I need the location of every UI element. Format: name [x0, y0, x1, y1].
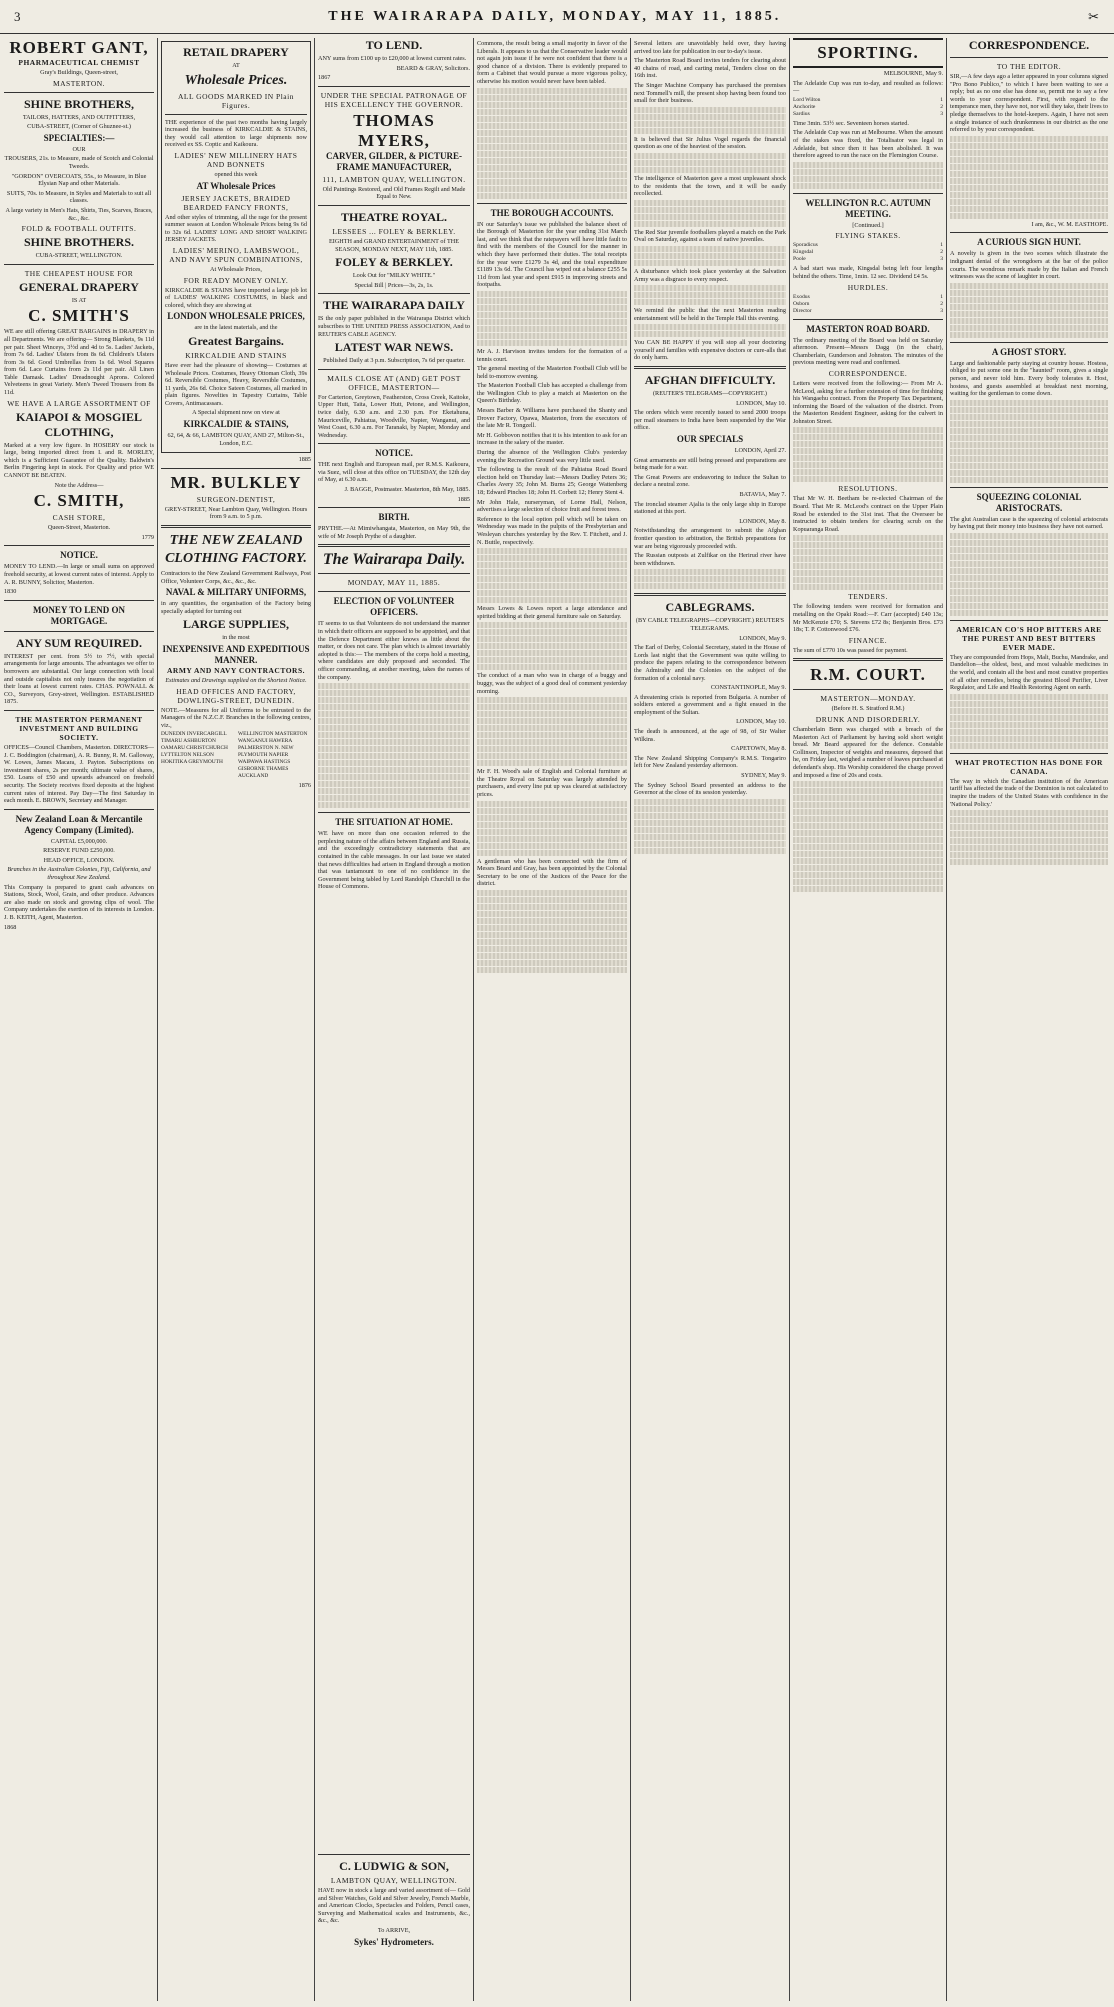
- shine-street: CUBA-STREET, (Corner of Ghuznee-st.): [27, 123, 131, 131]
- reading-note: We remind the public that the next Masterton reading entertainment will be held in the Temple Hall this evening.: [634, 307, 786, 322]
- canada-heading: WHAT PROTECTION HAS DONE FOR CANADA.: [955, 757, 1103, 776]
- hop-heading: AMERICAN CO'S HOP BITTERS ARE THE PUREST AND BEST BITTERS EVER MADE.: [956, 624, 1102, 652]
- wood-sale-note: Mr F. H. Wood's sale of English and Colonial furniture at the Theatre Royal on Saturday was largely attended by purchasers, and every line put up was cleared at satisfactory prices.: [477, 768, 627, 798]
- bulkley-trade: SURGEON-DENTIST,: [196, 494, 276, 504]
- results-note: The following is the result of the Pahiatua Road Board election held on Thursday last:—Messrs Dudley Peters 36; Charles Avery 35; John M. Burns 25; George Wattenberg 18; Edward Pinches 18; John H. Corbett 12; Henry Stent 4.: [477, 466, 627, 496]
- road-board-note: The Masterton Road Board invites tenders for clearing about 40 chains of road, and carting metal, Tenders close on the 16th inst.: [634, 57, 786, 80]
- public-notice: THE experience of the past two months having largely increased the business of KIRKCALDIE & STAINS, they would call attention to large shipments now received ex SS. Coptic and Kaikoura.: [165, 118, 307, 149]
- latest-styles: are in the latest materials, and the: [194, 324, 278, 332]
- gant-address: Gray's Buildings, Queen-street,: [40, 69, 118, 76]
- scissors-icon: ✂: [1088, 8, 1100, 24]
- tenders-text: The following tenders were received for formation and metalling on the Opaki Road:—F. Carr (accepted) £40 13s; Mr McKenzie £70; S. Stevens £72 8s; Benjamin Bros. £73 18s; T. P. Cottonwood £76.: [793, 603, 943, 634]
- beard-gray: BEARD & GRAY, Solicitors.: [396, 64, 470, 72]
- flying-horse: Poole: [793, 256, 806, 263]
- permanent-text: OFFICES—Council Chambers, Masterton. DIRECTORS—J. C. Boddington (chairman), A. R. Bunny, R. M. Galloway, W. Lowes, James Macara, J. Payton. Subscriptions on investment shares, 2s per month; ultimate value of shares, £50. Loans of £50 and upwards advanced on freehold security. The Society receives fixed deposits at the highest current rates of interest. Pay Day—The first Saturday in each month. E. BROWN, Secretary and Manager.: [4, 743, 154, 805]
- hurdle-place: 2: [940, 300, 943, 307]
- towns-left: DUNEDIN INVERCARGILL TIMARU ASHBURTON OAMARU CHRISTCHURCH LYTTELTON NELSON HOKITIKA GREYMOUTH: [161, 731, 228, 766]
- red-star-note: The Red Star juvenile footballers played a match on the Park Oval on Saturday, against a team of native juveniles.: [634, 228, 786, 244]
- ladies-merino: LADIES' MERINO, LAMBSWOOL, AND NAVY SPUN COMBINATIONS,: [169, 245, 303, 264]
- cup-horse: Sardius: [793, 110, 810, 117]
- hall-note: Messrs Barber & Williams have purchased the Shanty and Drover Factory, Opawa, Masterton, from the executors of the late Mr R. Tongzell.: [477, 407, 627, 430]
- money-lend: MONEY TO LEND.—In large or small sums on approved freehold security, at lowest current rates of interest. Apply to A. R. BUNNY, Solicitor, Masterton.: [4, 563, 154, 586]
- notwithstanding-text: Notwithstanding the arrangement to submit the Afghan frontier question to arbitration, the British preparations for war are being vigorously proceeded with.: [634, 527, 786, 550]
- nz-clothing-text: Contractors to the New Zealand Government Railways, Post Office, Volunteer Corps, &c., &c., &c.: [161, 570, 311, 585]
- sport-text: The Adelaide Cup was run at Melbourne. When the amount of the stakes was fixed, the Totalisator was legal in Adelaide, but since then it has been abolished. It was therefore agreed to run the race on the Flemington Course.: [793, 129, 943, 160]
- london-may9: LONDON, May 9.: [739, 634, 786, 642]
- birth-heading: BIRTH.: [378, 512, 410, 523]
- corr-letter: SIR,—A few days ago a letter appeared in your columns signed "Pro Bono Publico," to which I have been waiting to see a reply; but as no one else has done so, permit me to say a few words to your correspondent. First, with regard to the temperance men, they have not, nor will they take, their lives to pledge themselves to the hotel-keepers. Again, I have not seen a single instance of such drunkenness in our district as the one referred to by your correspondent.: [950, 73, 1108, 134]
- road-board-heading: MASTERTON ROAD BOARD.: [806, 323, 930, 334]
- afghan-text: The orders which were recently issued to send 2000 troops per mail steamers to India have been suspended by the War office.: [634, 409, 786, 432]
- resolutions: RESOLUTIONS.: [838, 484, 898, 494]
- easthope-signature: I am, &c., W. M. EASTHOPE.: [1031, 220, 1108, 228]
- finance: FINANCE.: [848, 635, 888, 645]
- column-6: [793, 38, 943, 2001]
- flying-place: 1: [940, 242, 943, 249]
- hurdle-place: 1: [940, 293, 943, 300]
- theatre-heading: THEATRE ROYAL.: [340, 209, 448, 224]
- specialty-3: SUITS, 70s. to Measure, in Styles and Materials to suit all classes.: [6, 189, 152, 205]
- myers-trade: CARVER, GILDER, & PICTURE-FRAME MANUFACTURER,: [326, 150, 462, 172]
- rm-sub: MASTERTON—MONDAY.: [820, 694, 916, 704]
- head-offices: HEAD OFFICES AND FACTORY, DOWLING-STREET, DUNEDIN.: [176, 686, 296, 705]
- notice-heading: NOTICE.: [60, 550, 98, 561]
- cup-horse: Anchorite: [793, 103, 816, 110]
- gentleman-note: A gentleman who has been connected with the firm of Messrs Beard and Gray, has been appointed by the Colonial Secretary to be one of the Justices of the Peace for the district.: [477, 857, 627, 888]
- shine-title: SHINE BROTHERS,: [23, 96, 135, 111]
- situation-heading: THE SITUATION AT HOME.: [335, 817, 453, 828]
- specialty-4: A large variety in Men's Hats, Shirts, Ties, Scarves, Braces, &c., &c.: [5, 206, 153, 222]
- hop-text: They are compounded from Hops, Malt, Buchu, Mandrake, and Dandelion—the oldest, best, and most valuable medicines in the world, and contain all the best and most curative properties of all other remedies, being the greatest Blood Purifier, Liver Regulator, and Life and Health Restoring Agent on earth.: [950, 653, 1108, 692]
- ludwig-text: HAVE now in stock a large and varied assortment of— Gold and Silver Watches, Gold and Silver Jewelry, French Marble, and American Clocks, Spectacles and Folders, Pencil cases, Surveying and Mathematical scales and Instruments, &c., &c., &c.: [318, 1887, 470, 1925]
- column-2: [161, 38, 311, 2001]
- correspondence-head: CORRESPONDENCE.: [828, 368, 908, 378]
- specialties-heading: SPECIALTIES:—: [43, 132, 115, 143]
- column-rule: [946, 38, 947, 2001]
- column-7: [950, 38, 1108, 2001]
- kaiapoi-text: Marked at a very low figure. In HOSIERY our stock is large, being imported direct from I. and R. MORLEY, which is a Sufficient Guarantee of the Quality. Baldwin's Berlin Fingering kept in stock. For Quality and price WE CANNOT BE BEATEN.: [4, 441, 154, 480]
- measures-note: NOTE.—Measures for all Uniforms to be entrusted to the Managers of the N.Z.C.F. Branches in the following centres, viz.,: [161, 706, 311, 729]
- flying-stakes: FLYING STAKES.: [835, 231, 901, 241]
- ghost-text: Large and fashionable party staying at country house. Hostess, obliged to put some one in the "haunted" room, gives a single person, and never told him. Every body tolerates it. Host, hostess, and guests assembled at breakfast next morning, waiting for the gentleman to come down.: [950, 359, 1108, 398]
- capetown-date: CAPETOWN, May 8.: [731, 745, 786, 753]
- column-rule: [473, 38, 474, 2001]
- column-rule: [314, 38, 315, 2001]
- year-1830: 1830: [4, 588, 17, 596]
- kirk-address: 62, 64, & 66, LAMBTON QUAY, AND 27, Milton-St., London, E.C.: [167, 432, 305, 447]
- conductor-note: The conduct of a man who was in charge of a buggy and buggy, was the subject of a good deal of comment yesterday morning.: [477, 672, 627, 695]
- constantinople-date: CONSTANTINOPLE, May 9.: [710, 684, 786, 692]
- death-text: The death is announced, at the age of 98, of Sir Walter Wilkins.: [634, 728, 786, 743]
- harvison-note: Mr A. J. Harvison invites tenders for the formation of a tennis court.: [477, 347, 627, 363]
- russian-text: The Russian outposts at Zulfikar on the Herirud river have been withdrawn.: [634, 552, 786, 567]
- all-goods: ALL GOODS MARKED IN Plain Figures.: [178, 91, 294, 110]
- cup-place: 2: [940, 103, 943, 110]
- batavia-text: The ironclad steamer Ajalia is the only large ship in Europe stationed at this port.: [634, 500, 786, 516]
- notice-text: THE next English and European mail, per R.M.S. Kaikoura, via Suez, will close at this office on TUESDAY, the 12th day of May, at 6.30 a.m.: [318, 461, 470, 484]
- col4-text-a: Commons, the result being a small majority in favor of the Liberals. It appears to us that the Conservative leader would not again join issue if he were not confident that there is a good chance of a division. There is evidently prepared to form a Cabinet that would pursue a more vigorous policy, otherwise his motion would never have been tabled.: [477, 40, 627, 85]
- kaiapoi-heading: KAIAPOI & MOSGIEL CLOTHING,: [15, 409, 142, 439]
- large-supplies: LARGE SUPPLIES,: [182, 617, 290, 632]
- afghan-heading: AFGHAN DIFFICULTY.: [644, 373, 776, 388]
- head-office: HEAD OFFICE, LONDON.: [43, 856, 115, 864]
- batavia-date: BATAVIA, May 7.: [739, 491, 786, 498]
- hurdle-horse: Osborn: [793, 300, 810, 307]
- general-drapery: GENERAL DRAPERY: [19, 279, 139, 294]
- specialty-5: FOLD & FOOTBALL OUTFITS.: [21, 224, 137, 234]
- year-1885b: 1885: [457, 495, 470, 503]
- corr-heading: CORRESPONDENCE.: [968, 38, 1090, 52]
- nz-clothing-heading: THE NEW ZEALAND CLOTHING FACTORY.: [165, 533, 307, 567]
- to-lend-text: ANY sums from £100 up to £20,000 at lowest current rates.: [318, 55, 467, 62]
- our-specials: OUR SPECIALS: [676, 434, 744, 445]
- to-lend-heading: TO LEND.: [365, 38, 423, 52]
- capetown-text: The New Zealand Shipping Company's R.M.S. Tongariro left for New Zealand yesterday afternoon.: [634, 754, 786, 770]
- time-note: Time 3min. 53½ sec. Seventeen horses started.: [793, 119, 909, 127]
- published-daily: Published Daily at 3 p.m. Subscription, 7s 6d per quarter.: [323, 357, 465, 365]
- corr-text: Letters were received from the following:— From Mr A. McLeod, asking for a further extension of time for finishing his Wangaehu contract. From the Property Tax Department, informing the Board of the valuation of the district. From the Masterton Resident Engineer, asking for the culvert in Johnston Street.: [793, 379, 943, 425]
- retail-drapery-ad: [161, 41, 311, 453]
- ghost-heading: A GHOST STORY.: [991, 346, 1067, 357]
- continued: [Continued.]: [852, 221, 884, 229]
- rm-before: (Before H. S. Stratford R.M.): [831, 705, 905, 713]
- curious-text: A novelty is given in the two scenes which illustrate the indignant denial of the wrongdoers at the bar of the police courts. The wondrous remark made by the Italian and French witnesses was the scene of laughter in court.: [950, 250, 1108, 281]
- naval-text: in any quantities, the organisation of the Factory being specially adapted for turning out: [161, 600, 311, 615]
- naval-uniforms: NAVAL & MILITARY UNIFORMS,: [165, 587, 307, 598]
- election-text: IT seems to us that Volunteers do not understand the manner in which their officers are supposed to be appointed, and that the Defence Department either knows as little about the matter, or does not care. The plan which is almost invariably adopted is this:— The members of the corps hold a meeting, where candidates are duly proposed and seconded. The officer commanding, at another meeting, takes the names of the company.: [318, 620, 470, 681]
- constantinople-text: A threatening crisis is reported from Bulgaria. A number of soldiers entered a government and a fight ensued in the employment of the Sultan.: [634, 693, 786, 716]
- hurdle-horse: Director: [793, 307, 812, 314]
- sporting-heading: SPORTING.: [817, 43, 919, 62]
- birth-text: PRYTHE.—At Mimiwhangata, Masterton, on May 9th, the wife of Mr Joseph Prythe of a daughter.: [318, 525, 470, 540]
- wright-note: Mr H. Gobbovon notifies that it is his intention to ask for an increase in the salary of the master.: [477, 431, 627, 447]
- flying-place: 3: [940, 256, 943, 263]
- fire-bell-note: The Masterton Football Club has accepted a challenge from the Wellington Club to play a match at Masterton on the Queen's Birthday.: [477, 382, 627, 405]
- at-wholesale-2: At Wholesale Prices,: [210, 265, 262, 273]
- letters-held: Several letters are unavoidably held over, they having arrived too late for publication in our to-day's issue.: [634, 40, 786, 55]
- myers-name: THOMAS MYERS,: [353, 110, 435, 150]
- inexpensive: INEXPENSIVE AND EXPEDITIOUS MANNER.: [162, 644, 310, 665]
- lowes-note: Messrs Lowes & Lowes report a large attendance and spirited bidding at their general furniture sale on Saturday.: [477, 605, 627, 620]
- london-may10b: LONDON, May 10.: [736, 718, 786, 726]
- jersey-text: And other styles of trimming, all the rage for the present summer season at London Wholesale Prices being 9s 6d to 32s 6d. LADIES' LONG AND SHORT WALKING JERSEY JACKETS.: [165, 213, 307, 244]
- csmith-heading: C. SMITH'S: [28, 306, 130, 326]
- hurdle-results: [793, 294, 943, 315]
- csmith-cash: C. SMITH,: [33, 491, 125, 511]
- cablegrams-heading: CABLEGRAMS.: [665, 600, 755, 615]
- wholesale-prices: Wholesale Prices.: [184, 72, 288, 88]
- canada-text: The way in which the Canadian institution of the American tariff has affected the trade of the Dominion is not calculated to inspire the traders of the United States with confidence in the 'National Policy.': [950, 777, 1108, 808]
- cup-horse: Lord Wilton: [793, 96, 821, 103]
- reserve-fund: RESERVE FUND £250,000.: [43, 847, 115, 855]
- singer-note: The Singer Machine Company has purchased the premises next Tommell's mill, the present shop having been found too small for their business.: [634, 81, 786, 105]
- hurdle-place: 3: [940, 307, 943, 314]
- borough-heading: THE BOROUGH ACCOUNTS.: [490, 207, 614, 218]
- csmith-text: WE are still offering GREAT BARGAINS in DRAPERY in all Departments. We are offering— Strong Blankets, 9s 11d per pair. Sheet Winceys, 3½d and 4d to 5s. Ladies' Jackets, from 7s 6d. Ladies' Ulsters from 8s 6d. Children's Ulsters from 3s 6d. Good Umbrellas from 1s 6d. Wool Squares from 6d. Lace Curtains from 2s 11d per pair. All Linen Table Damask. Ladies' Dreadnought Aprons. Colored Velveteens in great Variety. Men's Tweed Trousers from 8s 11d.: [4, 328, 154, 397]
- nz-loan-text: This Company is prepared to grant cash advances on Stations, Stock, Wool, Grain, and other produce. Advances are also made on stock and growing clips of wool. The Company undertakes the exertion of its interests in London. J. B. KEITH, Agent, Masterton.: [4, 883, 154, 922]
- shine-sub: TAILORS, HATTERS, AND OUTFITTERS,: [22, 113, 136, 121]
- flying-horse: Kingsdal: [793, 249, 814, 256]
- kirk-final: KIRKCALDIE & STAINS,: [183, 419, 289, 430]
- hurdles: HURDLES.: [847, 282, 889, 292]
- our-label: OUR: [72, 145, 86, 153]
- autumn-heading: WELLINGTON R.C. AUTUMN MEETING.: [805, 197, 931, 219]
- money-mortgage: MONEY TO LEND ON MORTGAGE.: [32, 604, 126, 626]
- flying-note: A bad start was made, Kingsdal being left four lengths behind the others. Time, 1min. 12 sec. Dividend £4 5s.: [793, 265, 943, 280]
- intelligence-note: The intelligence of Masterton gave a most unpleasant shock to the residents that the town, and it will be easily recollected.: [634, 174, 786, 198]
- gant-name: ROBERT GANT,: [9, 38, 149, 57]
- flying-results: [793, 242, 943, 263]
- any-sum-text: INTEREST per cent. from 5½ to 7½, with special arrangements for large amounts. The advantages we offer to borrowers are substantial. Our large connection with local and outside capitalists not only insures the negotiation of their loans at lowest current rates. CHAS. POWNALL & CO., Surveyors, Grey-street, Wellington. ESTABLISHED 1875.: [4, 652, 154, 706]
- page-number: 3: [14, 8, 22, 24]
- cash-store: CASH STORE,: [52, 513, 106, 523]
- special-shipment: A Special shipment now on view at: [192, 409, 280, 417]
- mails-text: For Carterton, Greytown, Featherston, Cross Creek, Kaitoke, Upper Hutt, Taita, Lower Hutt, Petone, and Wellington, twice daily, 6.30 a.m. and 2.30 p.m. For Eketahuna, Mauriceville, Pahiatua, Woodville, Napier, Wanganui, and West Coast, 6.30 a.m. For Taranaki, by Napier, Monday and Wednesday.: [318, 393, 470, 439]
- curious-heading: A CURIOUS SIGN HUNT.: [977, 237, 1081, 248]
- foley-berkley: FOLEY & BERKLEY.: [335, 255, 453, 270]
- cup-place: 3: [940, 110, 943, 117]
- kirk-again-text: Have ever had the pleasure of showing— Costumes at Wholesale Prices. Costumes, Heavy Ottoman Cloth, 39s 6d. Reversible Costumes, Heavy, Reversible Costumes, 11 yards, 26s 6d. Choice Sateen Costumes, all marked in plain figures. Novelties in Tapestry Curtains, Table Covers, Antimacassars.: [165, 361, 307, 407]
- year-1876: 1876: [298, 782, 311, 790]
- milky-white: Look Out for "MILKY WHITE.": [352, 272, 436, 280]
- year-1779: 1779: [141, 533, 154, 541]
- happy-note: You CAN BE HAPPY if you will stop all your doctoring yourself and families with expensive doctors or cure-alls that do only harm.: [634, 339, 786, 362]
- patronage: UNDER THE SPECIAL PATRONAGE OF HIS EXCELLENCY THE GOVERNOR.: [320, 90, 468, 109]
- wd-heading: THE WAIRARAPA DAILY: [323, 298, 465, 313]
- note-address: Note the Address—: [54, 481, 104, 489]
- mails-heading: MAILS CLOSE AT (AND) GET POST OFFICE, MASTERTON—: [327, 373, 461, 392]
- flying-horse: Sporadicus: [793, 242, 818, 249]
- london-april27: LONDON, April 27.: [734, 447, 786, 455]
- rm-court-heading: R.M. COURT.: [810, 665, 926, 685]
- army-navy: ARMY AND NAVY CONTRACTORS.: [166, 666, 305, 675]
- football-note: The general meeting of the Masterton Football Club will be held to-morrow evening.: [477, 365, 627, 380]
- wd-gothic: The Wairarapa Daily.: [322, 551, 466, 569]
- great-powers: The Great Powers are endeavoring to induce the Sultan to declare a neutral zone.: [634, 473, 786, 489]
- cablegrams-sub: (BY CABLE TELEGRAPHS—COPYRIGHT.) REUTER'S TELEGRAMS.: [635, 617, 785, 632]
- specialty-1: TROUSERS, 21s. to Measure, made of Scotch and Colonial Tweeds.: [4, 155, 154, 170]
- adelaide-cup: The Adelaide Cup was run to-day, and resulted as follows:—: [793, 79, 943, 95]
- in-the-most: in the most: [222, 634, 250, 642]
- hale-note: Mr John Hale, nurseryman, of Lorne Hall, Nelson, advertises a large selection of choice fruit and forest trees.: [477, 498, 627, 514]
- retail-drapery: RETAIL DRAPERY: [183, 45, 289, 59]
- greatest-bargains: Greatest Bargains.: [188, 333, 284, 348]
- ladies-millinery: LADIES' NEW MILLINERY HATS AND BONNETS: [174, 150, 298, 169]
- wairarapa-note: Reference to the local option poll which will be taken on Wednesday was made in the pulpits of the Presbyterian and Wesleyan churches yesterday by the Rev. T. Fitchett, and J. N. Buttle, respectively.: [477, 515, 627, 546]
- flying-place: 2: [940, 249, 943, 256]
- sykes: Sykes' Hydrometers.: [354, 1936, 434, 1947]
- cup-results: [793, 97, 943, 118]
- queen-street: Queen-Street, Masterton.: [47, 524, 111, 532]
- column-rule: [630, 38, 631, 2001]
- nz-loan-heading: New Zealand Loan & Mercantile Agency Company (Limited).: [15, 813, 143, 835]
- ludwig-name: C. LUDWIG & SON,: [339, 1859, 449, 1873]
- column-3: [318, 38, 470, 2001]
- date-line: MONDAY, MAY 11, 1885.: [347, 578, 441, 588]
- at-label: AT: [232, 62, 240, 69]
- ready-money: FOR READY MONEY ONLY.: [183, 275, 289, 285]
- cheapest-heading: THE CHEAPEST HOUSE FOR: [24, 268, 134, 278]
- election-heading: ELECTION OF VOLUNTEER OFFICERS.: [333, 596, 455, 618]
- permanent-heading: THE MASTERTON PERMANENT INVESTMENT AND BUILDING SOCIETY.: [15, 714, 143, 742]
- any-sum-heading: ANY SUM REQUIRED.: [16, 635, 142, 650]
- column-4: [477, 38, 627, 2001]
- wd-text: IS the only paper published in the Wairarapa District which subscribes to THE UNITED PRESS ASSOCIATION, And to REUTER'S CABLE AGENCY.: [318, 315, 470, 338]
- afghan-sub: (REUTER'S TELEGRAMS—COPYRIGHT.): [653, 390, 767, 398]
- sydney-text: The Sydney School Board presented an address to the Governor at the close of its session yesterday.: [634, 781, 786, 797]
- sporting-header: [793, 38, 943, 68]
- latest-war-news: LATEST WAR NEWS.: [334, 340, 454, 355]
- towns-right: WELLINGTON MASTERTON WANGANUI HAWERA PALMERSTON N. NEW PLYMOUTH NAPIER WAIPAWA HASTINGS GISBORNE THAMES AUCKLAND: [238, 731, 308, 780]
- cup-place: 1: [940, 96, 943, 103]
- myers-text: Old Paintings Restored, and Old Frames Regilt and Made Equal to New.: [322, 185, 466, 201]
- sydney-date: SYDNEY, May 9.: [741, 772, 786, 780]
- to-arrive: To ARRIVE,: [377, 1926, 411, 1934]
- estimates: Estimates and Drawings supplied on the Shortest Notice.: [165, 677, 307, 684]
- largest-assortment: WE HAVE A LARGE ASSORTMENT OF: [7, 398, 151, 408]
- squeezing-heading: SQUEEZING COLONIAL ARISTOCRATS.: [976, 491, 1082, 513]
- theatre-prices: Special Bill | Prices—3s, 2s, 1s.: [354, 281, 434, 289]
- resolutions-text: That Mr W. H. Beetham be re-elected Chairman of the Board. That Mr R. McLeod's contract on the Upper Plain Road be extended to the 31st inst. That the Overseer be instructed to obtain tenders for clearing scrub on the Kopuaranga Road.: [793, 495, 943, 533]
- shine-signature: SHINE BROTHERS.: [23, 235, 135, 250]
- year-1867: 1867: [318, 74, 331, 82]
- gant-town: MASTERTON.: [52, 78, 106, 88]
- year-1868: 1868: [4, 923, 17, 931]
- branches: Branches in the Australian Colonies, Fiji, California, and throughout New Zealand.: [7, 866, 151, 882]
- london-may10: LONDON, May 10.: [736, 399, 786, 407]
- specialty-2: "GORDON" OVERCOATS, 55s., to Measure, in Blue Elysian Nap and other Materials.: [11, 172, 147, 188]
- branch-towns: [161, 731, 311, 780]
- column-rule: [789, 38, 790, 2001]
- theatre-lessees: LESSEES ... FOLEY & BERKLEY.: [332, 226, 456, 236]
- capital: CAPITAL £5,000,000.: [50, 837, 108, 845]
- to-editor: TO THE EDITOR.: [996, 62, 1062, 71]
- gant-trade: PHARMACEUTICAL CHEMIST: [18, 58, 140, 67]
- finance-text: The sum of £770 10s was passed for payment.: [793, 646, 908, 654]
- jersey-jackets: JERSEY JACKETS, BRAIDED BEARDED FANCY FRONTS,: [181, 193, 291, 212]
- melbourne-date: MELBOURNE, May 9.: [883, 70, 943, 77]
- london-wholesale: LONDON WHOLESALE PRICES,: [167, 311, 305, 322]
- tenders: TENDERS.: [848, 592, 888, 602]
- squeezing-text: The glut Australian case is the squeezing of colonial aristocrats by having put their money into business they have not earned.: [950, 515, 1108, 531]
- hurdle-horse: Exodus: [793, 293, 810, 300]
- vogel-note: It is believed that Sir Julius Vogel regards the financial question as one of the heaviest of the session.: [634, 135, 786, 151]
- newspaper-title: THE WAIRARAPA DAILY, MONDAY, MAY 11, 1885.: [328, 8, 782, 24]
- kirk-also: KIRKCALDIE & STAINS have imported a large job lot of LADIES' WALKING COSTUMES, in black and colored, which they are showing at: [165, 286, 307, 309]
- earl-derby-text: The Earl of Derby, Colonial Secretary, stated in the House of Lords last night that the Government was quite willing to produce the papers relating to the correspondence between the Admiralty and the Colonies on the subject of the formation of a colonial navy.: [634, 644, 786, 682]
- column-rule: [157, 38, 158, 2001]
- masthead: [0, 0, 1114, 34]
- road-board-text: The ordinary meeting of the Board was held on Saturday afternoon. Present—Messrs Dagg (in the chair), Chamberlain, Gunderson and Johnston. The minutes of the previous meeting were read and confirmed.: [793, 336, 943, 367]
- great-armaments: Great armaments are still being pressed and preparations are being made for a war.: [634, 456, 786, 472]
- ludwig-ad: [318, 1850, 470, 1948]
- column-5: [634, 38, 786, 2001]
- rm-text: Chamberlain Benn was charged with a breach of the Masterton Act of Parliament by having sold short weight bread. Mr Beard appeared for the defence. Constable Collinson, Inspector of weights and measures, deposed that he, on Friday last, weighed a number of loaves purchased at defendant's shop. His Worship considered the charge proved and imposed a fine of 20s and costs.: [793, 726, 943, 779]
- column-1: [4, 38, 154, 2001]
- disturbance-note: A disturbance which took place yesterday at the Salvation Army was a disgrace to every respect.: [634, 267, 786, 283]
- bulkley-address: GREY-STREET, Near Lambton Quay, Wellington. Hours from 9 a.m. to 5 p.m.: [164, 505, 308, 521]
- is-at: IS AT: [71, 296, 87, 304]
- theatre-night: EIGHTH and GRAND ENTERTAINMENT of THE SEASON, MONDAY NEXT, MAY 11th, 1885.: [328, 237, 460, 253]
- year-1885: 1885: [298, 456, 311, 464]
- bulkley-name: MR. BULKLEY: [170, 472, 302, 492]
- bagge-signature: J. BAGGE, Postmaster. Masterton, 8th May, 1885.: [344, 486, 470, 494]
- dancing-note: During the absence of the Wellington Club's yesterday evening the Recreation Ground was very little used.: [477, 449, 627, 464]
- myers-address: 111, LAMBTON QUAY, WELLINGTON.: [322, 174, 466, 184]
- borough-text: IN our Saturday's issue we published the balance sheet of the Borough of Masterton for the year ending 31st March last, and we think that the ratepayers will have little fault to find with the members of the Council for the manner in which they have performed their duties. The total receipts for the year were £1279 3s 4d, and the total expenditure £1189 13s 6d. The Council has wiped out a balance £255 5s 11d from last year and spent £915 in improving streets and footpaths.: [477, 220, 627, 289]
- london-may8: LONDON, May 8.: [739, 517, 786, 525]
- rm-heading: DRUNK AND DISORDERLY.: [815, 715, 921, 724]
- ludwig-address: LAMBTON QUAY, WELLINGTON.: [330, 1876, 458, 1885]
- notice-heading: NOTICE.: [375, 448, 413, 459]
- at-wholesale: AT Wholesale Prices: [196, 180, 276, 191]
- situation-text: WE have on more than one occasion referred to the perplexing nature of the affairs between England and Russia, and the exceedingly contradictory statements that are contained in the cable messages. In our last issue we stated that news difficulties had arisen in England through a motion that was tantamount to one of no confidence in the Government being tabled by Lord Randolph Churchill in the House of Commons.: [318, 830, 470, 891]
- kirk-again: KIRKCALDIE AND STAINS: [185, 350, 287, 360]
- shine-signature-sub: CUBA-STREET, WELLINGTON.: [35, 252, 123, 260]
- special-note: opened this week: [214, 170, 258, 178]
